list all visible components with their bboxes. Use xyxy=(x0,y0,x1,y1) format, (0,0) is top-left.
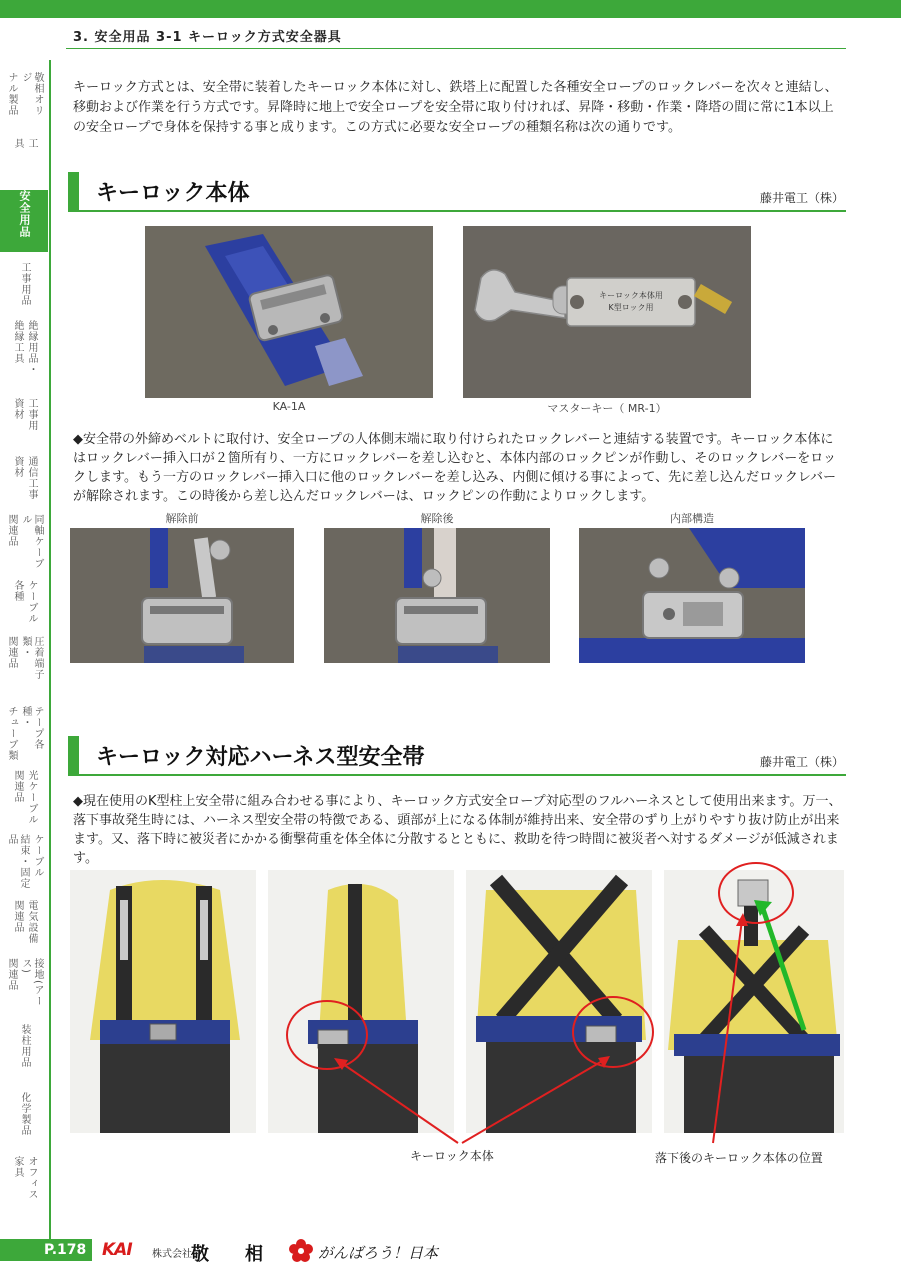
sidenav-item-13[interactable] xyxy=(0,900,48,946)
sidenav-item-label: ケーブル xyxy=(32,834,43,878)
sidenav-item-label: 接地(アース) xyxy=(20,958,43,1007)
sidenav-item-label: 結束・固定品 xyxy=(6,834,29,889)
sidenav-item-label: 敬相オリジ xyxy=(20,72,43,116)
sidenav-item-2[interactable] xyxy=(0,190,48,252)
section2-header xyxy=(68,736,846,776)
sidenav-item-label: 絶縁工具 xyxy=(12,320,23,364)
sidenav-item-label: 通信工事 xyxy=(26,456,37,500)
master-key-plate-line1: キーロック本体用 xyxy=(599,291,663,300)
section1-bar xyxy=(68,172,79,210)
section2-bar xyxy=(68,736,79,774)
company-logo: KAI xyxy=(102,1240,132,1260)
photo-harness-front xyxy=(70,870,256,1133)
sidenav-item-label: 関連品 xyxy=(12,770,23,803)
sidenav-item-8[interactable] xyxy=(0,580,48,624)
sidenav-item-label: オフィス xyxy=(26,1156,37,1200)
sidenav-item-label: 関連品 xyxy=(6,514,17,547)
company-prefix: 株式会社 xyxy=(152,1249,192,1260)
master-key-plate-line2: K型ロック用 xyxy=(608,303,654,312)
photo-ka-1a xyxy=(145,226,433,398)
sidenav-item-4[interactable] xyxy=(0,320,48,386)
photo-internal-structure xyxy=(579,528,805,663)
caption-before-release: 解除前 xyxy=(165,512,199,525)
sidenav-item-label: 電気設備 xyxy=(26,900,37,944)
photo-before-release xyxy=(70,528,294,663)
callout-ring-back xyxy=(572,996,654,1068)
sidenav-item-label: 具 xyxy=(12,138,23,149)
sidenav-item-label: ケーブル xyxy=(26,580,37,624)
sidenav-item-label: 光ケーブル xyxy=(26,770,37,825)
photo-master-key xyxy=(463,226,751,398)
sidenav-item-10[interactable] xyxy=(0,706,48,762)
sidenav-item-label: チューブ類 xyxy=(6,706,17,761)
callout-ring-side xyxy=(286,1000,368,1070)
sidenav-item-label: 工事用品 xyxy=(19,262,30,306)
top-green-bar xyxy=(0,0,901,18)
caption-master-key: マスターキー（ MR-1） xyxy=(547,402,667,415)
sidenav-item-5[interactable] xyxy=(0,398,48,446)
sidenav-item-14[interactable] xyxy=(0,958,48,1012)
sidenav-item-17[interactable] xyxy=(0,1156,48,1206)
sidenav-item-label: 各種 xyxy=(12,580,23,602)
section1-title: キーロック本体 xyxy=(96,181,250,206)
sidenav-item-label: 工事用 xyxy=(26,398,37,431)
sidenav-item-label: 化学製品 xyxy=(19,1092,30,1136)
section1-header xyxy=(68,172,846,212)
header-rule xyxy=(66,48,846,49)
sidenav-item-16[interactable] xyxy=(0,1092,48,1144)
photo-harness-side xyxy=(268,870,454,1133)
cherry-blossom-icon xyxy=(288,1238,314,1264)
sidenav-item-label: 関連品 xyxy=(12,900,23,933)
sidenav-divider xyxy=(49,60,51,1240)
section1-maker: 藤井電工（株） xyxy=(759,191,844,205)
sidenav-item-6[interactable] xyxy=(0,456,48,506)
sidenav-item-label: 関連品 xyxy=(6,958,17,991)
sidenav-item-label: 圧着端子類・ xyxy=(20,636,43,680)
page-number: P.178 xyxy=(44,1242,87,1258)
page-header-title: 3. 安全用品 3-1 キーロック方式安全器具 xyxy=(73,30,342,45)
callout-ring-after-fall xyxy=(718,862,794,924)
sidenav-item-11[interactable] xyxy=(0,770,48,826)
intro-paragraph: キーロック方式とは、安全帯に装着したキーロック本体に対し、鉄塔上に配置した各種安全ロープのロックレバーを次々と連結し、移動および作業を行う方式です。昇降時に地上で安全ロープを安全帯に取り付ければ、昇降・移動・作業・降塔の間に常に1本以上の安全ロープで身体を保持する事と成ります。この方式に必要な安全ロープの種類名称は次の通りです。 xyxy=(73,80,838,135)
sidenav-item-label: テープ各種・ xyxy=(20,706,43,750)
sidenav-item-9[interactable] xyxy=(0,636,48,696)
footer-slogan: がんばろう！日本 xyxy=(318,1244,439,1262)
sidenav-item-label: 資材 xyxy=(12,456,23,478)
section2-maker: 藤井電工（株） xyxy=(759,755,844,769)
sidenav-item-3[interactable] xyxy=(0,262,48,312)
sidenav-item-7[interactable] xyxy=(0,514,48,570)
sidenav-item-label: 安全用品 xyxy=(18,190,31,238)
company-name-char1: 敬 xyxy=(191,1244,209,1265)
sidenav-item-12[interactable] xyxy=(0,834,48,892)
sidenav-item-1[interactable] xyxy=(0,138,48,178)
sidenav-item-0[interactable] xyxy=(0,72,48,122)
section2-title: キーロック対応ハーネス型安全帯 xyxy=(96,745,425,770)
sidenav-item-label: 工 xyxy=(26,138,37,149)
sidenav-item-label: 装柱用品 xyxy=(19,1024,30,1068)
sidenav-item-label: 関連品 xyxy=(6,636,17,669)
caption-ka-1a: KA-1A xyxy=(272,400,306,413)
sidenav-item-label: ナル製品 xyxy=(6,72,17,116)
callout-key-lock-body: キーロック本体 xyxy=(410,1149,494,1163)
section1-paragraph: ◆安全帯の外締めベルトに取付け、安全ロープの人体側末端に取り付けられたロックレバーと連結する装置です。キーロック本体にはロックレバー挿入口が２箇所有り、一方にロックレバーを差し込むと、本体内部のロックピンが作動し、そのロックレバーをロックします。もう一方のロックレバー挿入口に他のロックレバーを差し込み、内側に傾ける事によって、先に差し込んだロックレバーが解除されます。この時後から差し込んだロックレバーは、ロックピンの作動によりロックします。 xyxy=(73,432,836,504)
company-name-char2: 相 xyxy=(245,1244,263,1265)
sidenav-item-label: 同軸ケーブル xyxy=(20,514,43,569)
sidenav-item-label: 資材 xyxy=(12,398,23,420)
sidenav-item-label: 絶縁用品・ xyxy=(26,320,37,375)
section2-paragraph: ◆現在使用のK型柱上安全帯に組み合わせる事により、キーロック方式安全ロープ対応型のフルハーネスとして使用出来ます。万一、落下事故発生時には、ハーネス型安全帯の特徴である、頭部が上になる体制が維持出来、安全帯のずり上がりやすり抜け防止が出来ます。又、落下時に被災者にかかる衝撃荷重を体全体に分散するとともに、救助を待つ時間に被災者へ対するダメージが低減されます。 xyxy=(73,794,842,866)
caption-internal-structure: 内部構造 xyxy=(670,512,714,525)
caption-after-release: 解除後 xyxy=(420,512,454,525)
callout-after-fall-position: 落下後のキーロック本体の位置 xyxy=(655,1151,823,1165)
sidenav-item-label: 家具 xyxy=(12,1156,23,1178)
photo-after-release xyxy=(324,528,550,663)
sidenav-item-15[interactable] xyxy=(0,1024,48,1080)
